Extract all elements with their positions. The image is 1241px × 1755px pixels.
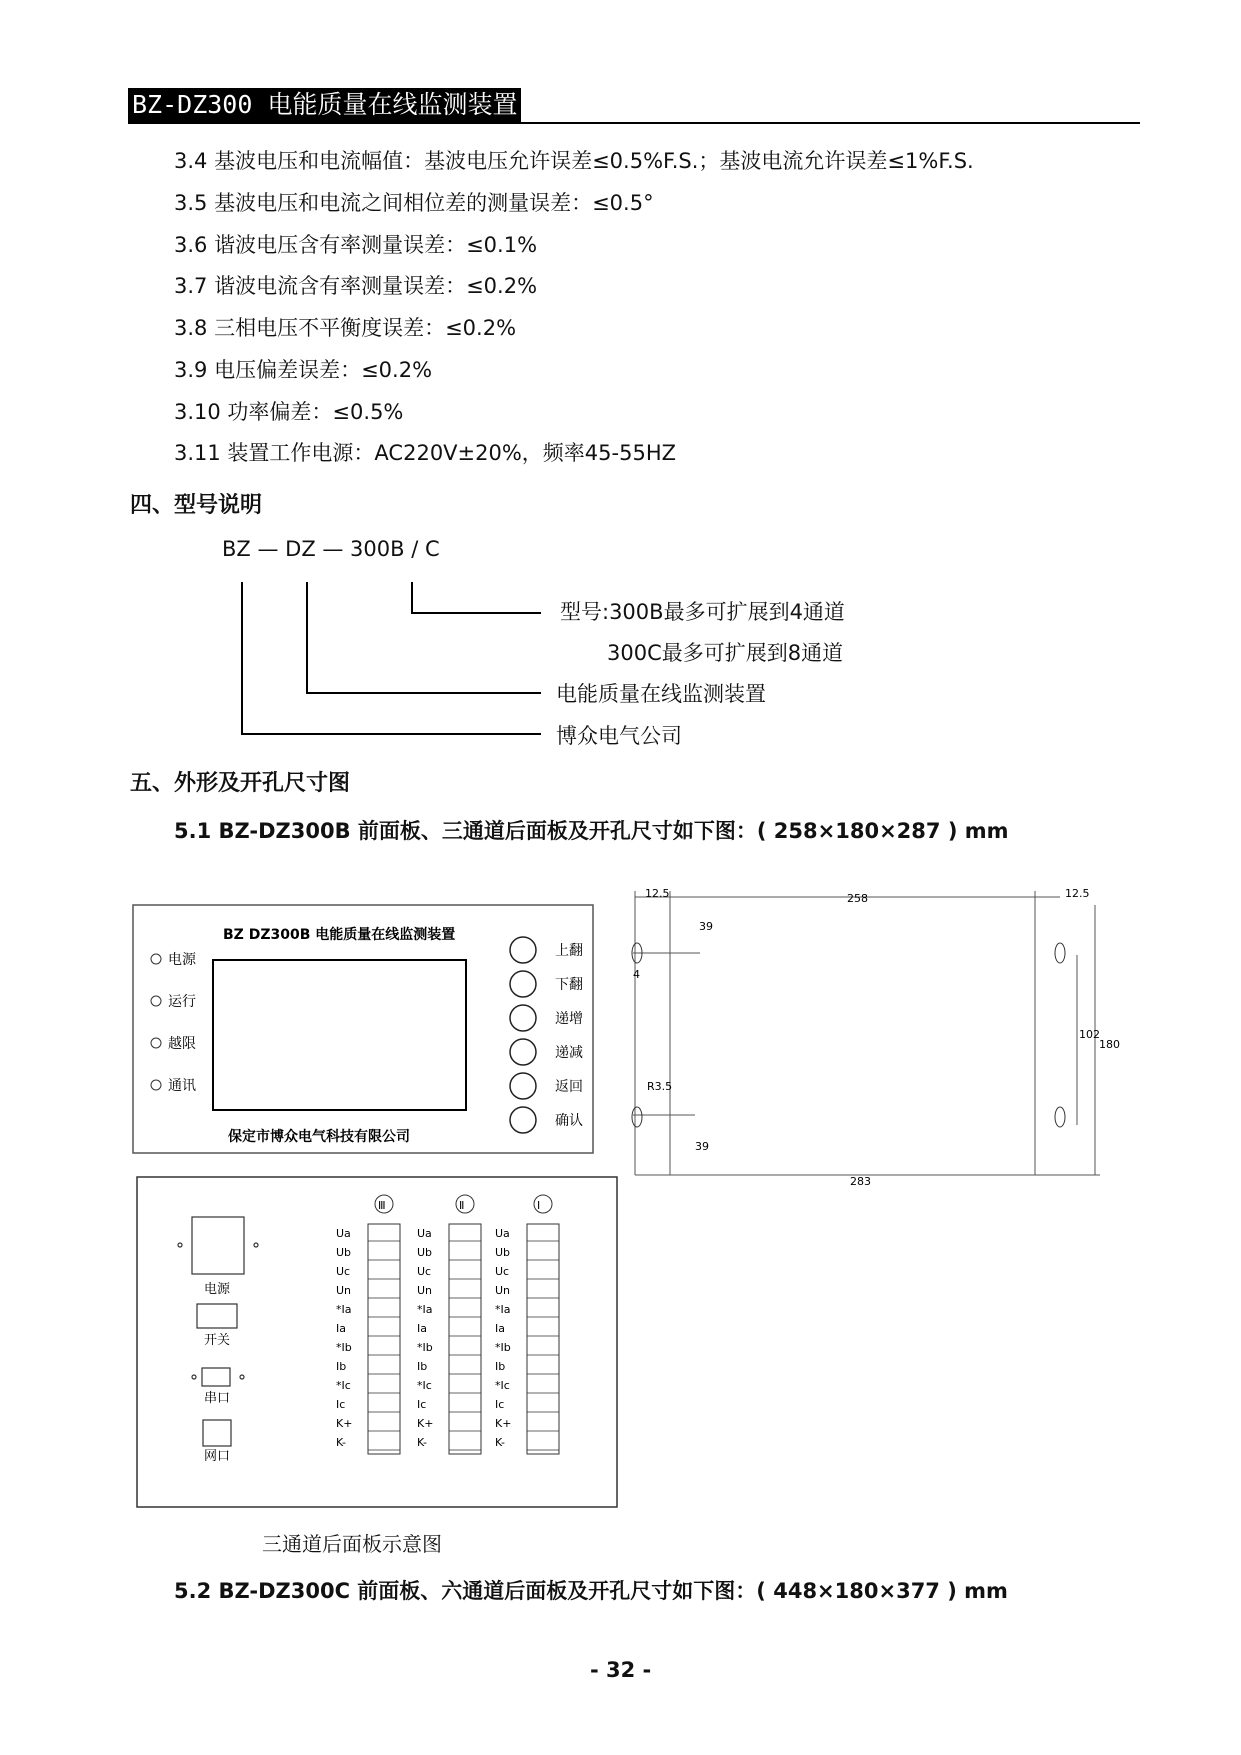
terminal-label: K+ xyxy=(336,1417,353,1430)
rear-net-label: 网口 xyxy=(204,1449,231,1464)
page-header-title: BZ-DZ300 电能质量在线监测装置 xyxy=(128,88,521,122)
svg-text:下翻: 下翻 xyxy=(555,977,583,993)
terminal-label: Un xyxy=(495,1284,511,1297)
terminal-label: Ia xyxy=(495,1322,505,1335)
dim-bottom: 283 xyxy=(850,1175,871,1185)
terminal-label: Ia xyxy=(336,1322,346,1335)
terminal-label: *Ic xyxy=(495,1379,510,1392)
terminal-label: Ub xyxy=(336,1246,352,1259)
terminal-label: Uc xyxy=(495,1265,510,1278)
dim-top-mid: 258 xyxy=(847,892,868,905)
rear-serial-label: 串口 xyxy=(204,1391,231,1406)
front-panel-title: BZ DZ300B 电能质量在线监测装置 xyxy=(223,927,456,943)
terminal-label: *Ib xyxy=(417,1341,433,1354)
model-product-label: 电能质量在线监测装置 xyxy=(556,682,766,706)
channel-label: Ⅱ xyxy=(459,1199,465,1212)
cutout-dimension-diagram xyxy=(625,885,1120,1185)
front-panel-diagram xyxy=(128,900,598,1158)
section-4-title: 四、型号说明 xyxy=(130,493,263,518)
dim-hole-r: R3.5 xyxy=(647,1080,673,1093)
dim-bottom-offset: 39 xyxy=(695,1140,709,1153)
terminal-label: Ia xyxy=(417,1322,427,1335)
svg-text:递减: 递减 xyxy=(555,1045,583,1061)
dim-top-right: 12.5 xyxy=(1065,887,1090,900)
terminal-label: K- xyxy=(495,1436,506,1449)
dim-left-offset: 39 xyxy=(699,920,713,933)
rear-panel-ports xyxy=(178,1217,258,1446)
svg-text:返回: 返回 xyxy=(555,1079,583,1095)
spec-3-9: 3.9 电压偏差误差：≤0.2% xyxy=(174,358,433,382)
rear-terminal-blocks xyxy=(368,1224,559,1454)
model-code: BZ — DZ — 300B / C xyxy=(222,537,440,561)
terminal-label: *Ia xyxy=(336,1303,352,1316)
terminal-label: K+ xyxy=(417,1417,434,1430)
terminal-label: *Ic xyxy=(336,1379,351,1392)
terminal-label: *Ib xyxy=(336,1341,352,1354)
terminal-label: Ib xyxy=(336,1360,347,1373)
terminal-label: Ub xyxy=(417,1246,433,1259)
model-company-label: 博众电气公司 xyxy=(556,724,682,748)
svg-text:确认: 确认 xyxy=(555,1113,583,1129)
spec-3-8: 3.8 三相电压不平衡度误差：≤0.2% xyxy=(174,316,517,340)
terminal-label: K- xyxy=(336,1436,347,1449)
section-5-2-title: 5.2 BZ-DZ300C 前面板、六通道后面板及开孔尺寸如下图：( 448×180×377 ) mm xyxy=(174,1579,1008,1603)
spec-3-5: 3.5 基波电压和电流之间相位差的测量误差：≤0.5° xyxy=(174,191,654,215)
svg-text:上翻: 上翻 xyxy=(555,943,583,959)
svg-text:运行: 运行 xyxy=(168,994,196,1010)
section-5-title: 五、外形及开孔尺寸图 xyxy=(130,771,351,796)
svg-text:电源: 电源 xyxy=(168,952,196,968)
terminal-label: Un xyxy=(336,1284,352,1297)
front-panel-buttons xyxy=(510,937,583,1133)
front-panel-leds xyxy=(151,951,197,1094)
section-5-1-title: 5.1 BZ-DZ300B 前面板、三通道后面板及开孔尺寸如下图：( 258×180×287 ) mm xyxy=(174,819,1009,843)
front-panel-company: 保定市博众电气科技有限公司 xyxy=(228,1129,410,1145)
rear-terminals xyxy=(336,1195,559,1450)
rear-power-label: 电源 xyxy=(204,1282,231,1297)
dim-top-left: 12.5 xyxy=(645,887,670,900)
terminal-label: Ub xyxy=(495,1246,511,1259)
terminal-label: Uc xyxy=(336,1265,351,1278)
spec-3-4: 3.4 基波电压和电流幅值：基波电压允许误差≤0.5%F.S.；基波电流允许误差≤1%F.S. xyxy=(174,149,974,173)
terminal-label: *Ia xyxy=(495,1303,511,1316)
terminal-label: Ua xyxy=(336,1227,351,1240)
terminal-label: *Ia xyxy=(417,1303,433,1316)
page-number: - 32 - xyxy=(590,1658,652,1682)
spec-3-7: 3.7 谐波电流含有率测量误差：≤0.2% xyxy=(174,274,538,298)
terminal-label: Ic xyxy=(336,1398,346,1411)
terminal-label: Uc xyxy=(417,1265,432,1278)
terminal-label: Un xyxy=(417,1284,433,1297)
dim-height-total: 180 xyxy=(1099,1038,1120,1051)
spec-3-10: 3.10 功率偏差：≤0.5% xyxy=(174,400,404,424)
model-type-label-2: 300C最多可扩展到8通道 xyxy=(607,641,844,665)
terminal-label: Ib xyxy=(417,1360,428,1373)
rear-switch-label: 开关 xyxy=(204,1333,231,1348)
terminal-label: Ua xyxy=(417,1227,432,1240)
channel-label: Ⅲ xyxy=(378,1199,386,1212)
terminal-label: Ic xyxy=(495,1398,505,1411)
spec-3-6: 3.6 谐波电压含有率测量误差：≤0.1% xyxy=(174,233,538,257)
terminal-label: Ib xyxy=(495,1360,506,1373)
rear-panel-diagram xyxy=(132,1172,622,1512)
model-type-label: 型号:300B最多可扩展到4通道 xyxy=(560,600,845,624)
dim-height-inner: 102 xyxy=(1079,1028,1100,1041)
svg-text:递增: 递增 xyxy=(555,1011,583,1027)
terminal-label: Ua xyxy=(495,1227,510,1240)
spec-3-11: 3.11 装置工作电源：AC220V±20%，频率45-55HZ xyxy=(174,441,677,465)
terminal-label: *Ib xyxy=(495,1341,511,1354)
svg-text:通讯: 通讯 xyxy=(168,1078,196,1094)
terminal-label: Ic xyxy=(417,1398,427,1411)
header-rule xyxy=(128,122,1140,124)
channel-label: Ⅰ xyxy=(537,1199,541,1212)
front-panel-display xyxy=(213,960,466,1110)
cutout-holes xyxy=(632,943,1065,1127)
figure-caption: 三通道后面板示意图 xyxy=(262,1532,442,1556)
terminal-label: K- xyxy=(417,1436,428,1449)
terminal-label: K+ xyxy=(495,1417,512,1430)
svg-text:越限: 越限 xyxy=(168,1036,196,1052)
terminal-label: *Ic xyxy=(417,1379,432,1392)
dim-hole-w: 4 xyxy=(633,968,640,981)
